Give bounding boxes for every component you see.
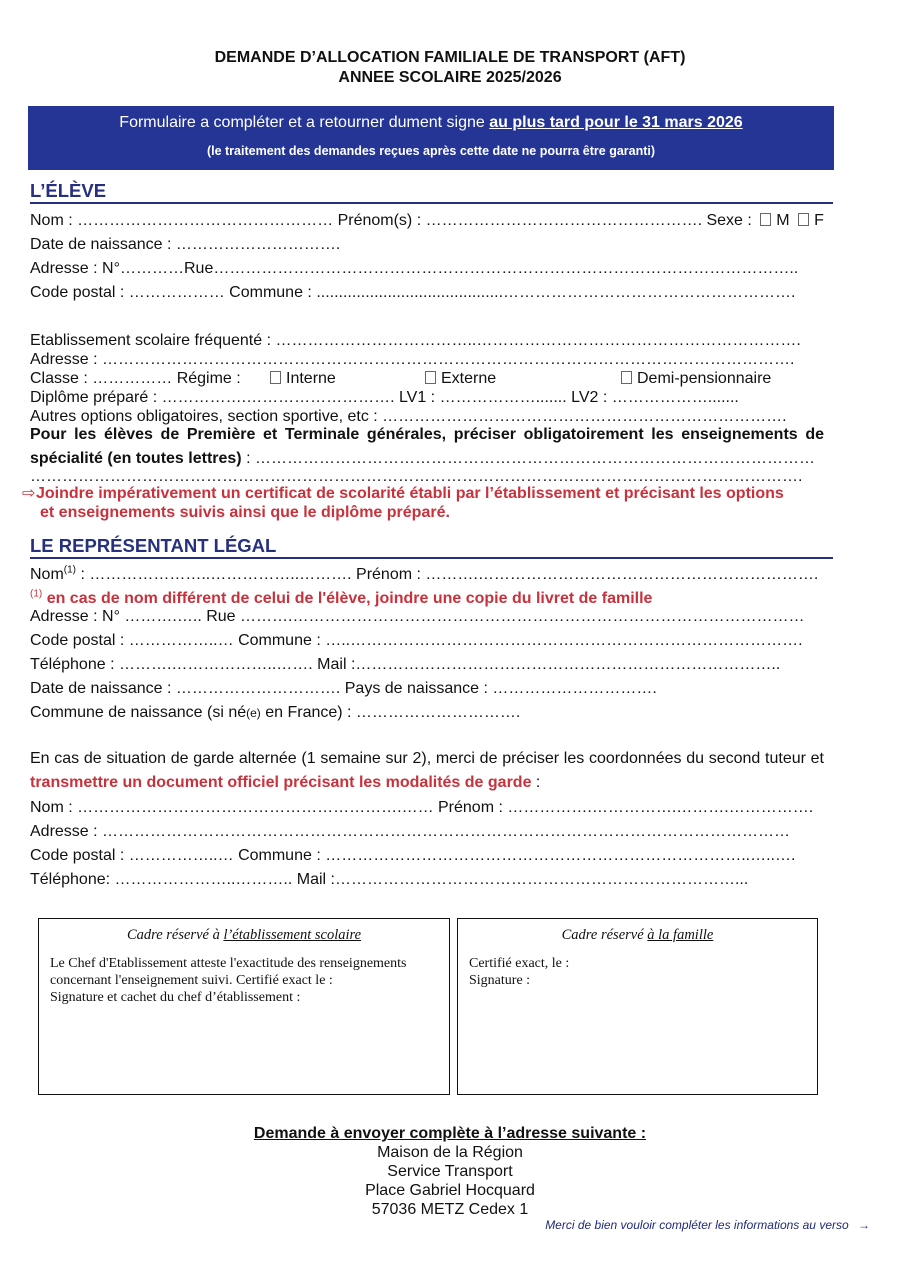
cadre-famille-head-pre: Cadre réservé [561,927,648,943]
regime-externe-option[interactable] [421,369,496,388]
certificat-notice-line1 [22,484,784,503]
etablissement-adresse-line[interactable]: Adresse : …………………………………………………………………………………………………………………. [30,351,795,368]
specialite-bold: Pour les élèves de Première et Terminale générales, préciser obligatoirement les enseignements de spécialité (en toutes lettres) [30,426,824,467]
address-line-1: Maison de la Région [377,1144,523,1161]
garde-red-text: transmettre un document officiel précisant les modalités de garde [30,774,532,791]
tuteur2-adresse-line[interactable]: Adresse : ………………………………………………………………………………………………………………… [30,823,791,840]
banner-note: (le traitement des demandes reçues après cette date ne pourra être garanti) [206,144,656,158]
verso-note [545,1218,870,1233]
sexe-m-label: M [776,212,790,229]
specialite-extra-line[interactable]: ………………………………………………………………………………………………………………………………. [30,468,803,485]
garde-end: : [531,774,541,791]
rep-nom-row[interactable] [30,565,818,584]
cadre-famille-signature: Signature : [469,973,531,988]
rep-adresse-line[interactable]: Adresse : N° ……….….. Rue ……….…………………………………………………………………………………… [30,608,805,625]
section-representant-heading: LE REPRÉSENTANT LÉGAL [30,535,833,559]
tuteur2-code-postal-line[interactable]: Code postal : ……………..… Commune : ……………………………………………………………………..…..…. [30,847,796,864]
cadre-famille-certifie: Certifié exact, le : [469,956,570,971]
certificat-notice-line2: et enseignements suivis ainsi que le diplôme préparé. [40,504,450,521]
address-line-2: Service Transport [387,1163,513,1180]
rep-code-postal-line[interactable]: Code postal : ……………..… Commune : …..…………………………………………………………………………. [30,632,803,649]
rep-note-ref-2: (1) [30,588,43,600]
rep-nom-label: Nom [30,566,64,583]
regime-demi-label: Demi-pensionnaire [637,370,772,387]
regime-interne-option[interactable] [266,369,336,388]
garde-alternee-paragraph [30,747,824,795]
classe-regime-row [30,369,241,388]
cadre-etablissement-signature: Signature et cachet du chef d’établissement : [50,990,301,1005]
rep-commune-naissance-pre: Commune de naissance (si né [30,704,247,721]
regime-demi-checkbox[interactable] [621,371,632,384]
regime-externe-label: Externe [441,370,497,387]
regime-interne-label: Interne [286,370,336,387]
cadre-etab-head-pre: Cadre réservé à [126,927,224,943]
banner-line1 [28,113,834,132]
sexe-f-label: F [814,212,824,229]
eleve-naissance-line[interactable]: Date de naissance : …………………………. [30,236,341,253]
cadre-etablissement-heading [39,927,449,944]
cadre-famille-heading [458,927,817,944]
rep-nom-dots: : …………………..……………..………. Prénom : ……….………………………………………………………. [76,566,819,583]
banner-text: Formulaire a compléter et a retourner dument signe [119,114,490,131]
eleve-nom-line[interactable]: Nom : ………………………………………… Prénom(s) : ……………………………………………. Sexe : [30,212,752,229]
eleve-nom-row [30,211,824,230]
diplome-line[interactable]: Diplôme préparé : …………….………………………. LV1 : ………………....... LV2 : ………………....... [30,389,739,406]
rep-telephone-line[interactable]: Téléphone : ……….………………..……. Mail :…………………………………………………………………….. [30,656,781,673]
address-line-3: Place Gabriel Hocquard [365,1182,535,1199]
rep-commune-naissance-e: (e) [246,706,261,720]
arrow-right-icon: ⇨ [22,485,36,502]
regime-demi-option[interactable] [617,369,771,388]
cadre-famille-head-underlined: à la famille [647,927,714,943]
banner-deadline: au plus tard pour le 31 mars 2026 [489,114,743,131]
eleve-adresse-line[interactable]: Adresse : N°…………Rue……………………………………………………………………………………………….. [30,260,799,277]
regime-externe-checkbox[interactable] [425,371,436,384]
cadre-etablissement-box[interactable] [38,918,450,1095]
section-eleve-heading: L’ÉLÈVE [30,180,833,204]
rep-commune-naissance-row[interactable] [30,703,520,723]
page-title: DEMANDE D’ALLOCATION FAMILIALE DE TRANSPORT (AFT) [214,49,686,66]
rep-note-ref: (1) [63,564,77,576]
eleve-code-postal-line[interactable]: Code postal : ……………… Commune : ..........................................………………………………………………. [30,284,796,301]
notice-text-1: Joindre impérativement un certificat de scolarité établi par l’établissement et précisant les options [36,485,784,502]
sexe-f-checkbox[interactable] [798,213,809,226]
sexe-m-checkbox[interactable] [760,213,771,226]
specialite-dots: : …………………………………………………………………………………………… [241,450,815,467]
rep-note-text: en cas de nom différent de celui de l'élève, joindre une copie du livret de famille [46,590,653,607]
address-heading: Demande à envoyer complète à l’adresse suivante : [253,1125,647,1142]
rep-commune-naissance-post: en France) : …………………………. [260,704,521,721]
verso-text: Merci de bien vouloir compléter les informations au verso [545,1218,849,1232]
tuteur2-telephone-line[interactable]: Téléphone: …………………..……….. Mail :…………………………………………………………………... [30,871,749,888]
garde-text: En cas de situation de garde alternée (1 semaine sur 2), merci de préciser les coordonnées du second tuteur et [30,750,824,767]
cadre-famille-box[interactable] [457,918,818,1095]
arrow-right-icon: → [858,1218,870,1232]
tuteur2-nom-line[interactable]: Nom : …………………………………………………….…… Prénom : …………….…………….……….……………. [30,799,814,816]
etablissement-line[interactable]: Etablissement scolaire fréquenté : ………………………………..……………………………………………………. [30,332,801,349]
rep-note-row [30,589,652,608]
specialite-paragraph[interactable] [30,423,824,471]
classe-regime-label[interactable]: Classe : …………… Régime : [30,370,241,387]
rep-naissance-line[interactable]: Date de naissance : …………………………. Pays de naissance : …………………………. [30,680,657,697]
deadline-banner [28,106,834,170]
cadre-etab-head-underlined: l’établissement scolaire [223,927,362,943]
page-subtitle: ANNEE SCOLAIRE 2025/2026 [338,69,562,86]
cadre-etablissement-body: Le Chef d'Etablissement atteste l'exactitude des renseignements concernant l'enseignement suivi. Certifié exact le : [50,956,407,988]
address-line-4: 57036 METZ Cedex 1 [371,1201,529,1218]
regime-interne-checkbox[interactable] [270,371,281,384]
options-line[interactable]: Autres options obligatoires, section sportive, etc : …………………………………………………………………. [30,408,787,425]
